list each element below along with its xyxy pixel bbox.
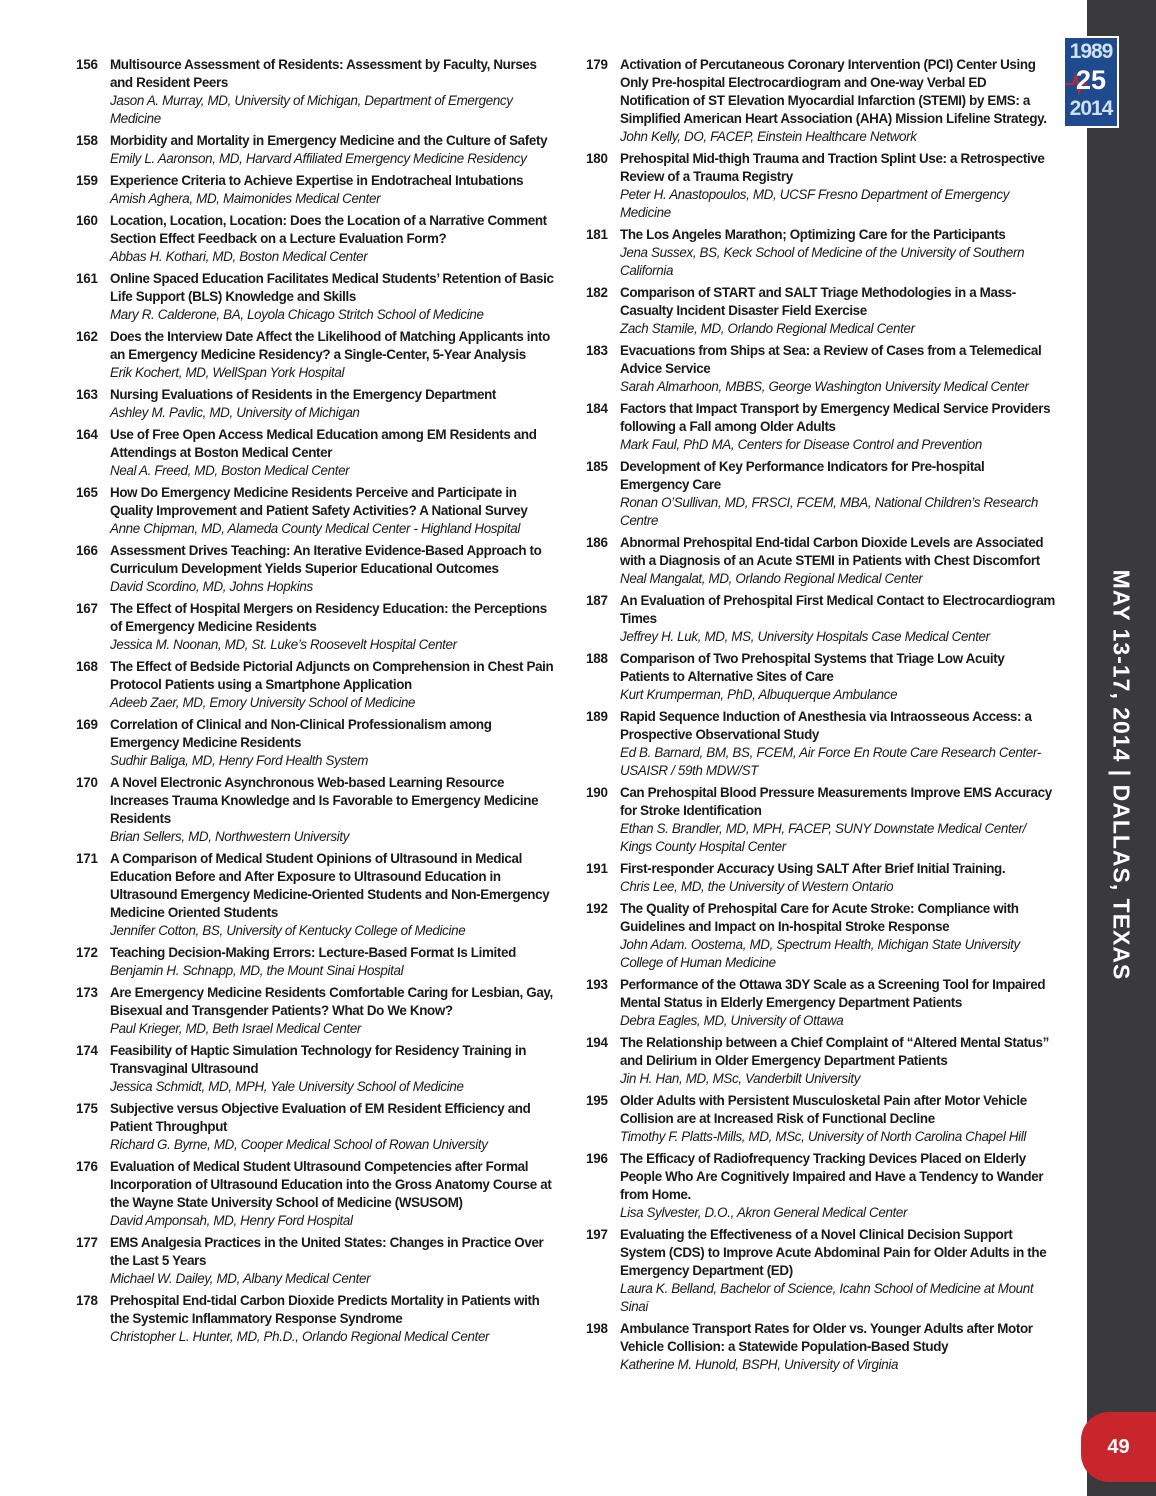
abstract-author: Neal Mangalat, MD, Orlando Regional Medical Center	[620, 571, 923, 586]
abstract-number: 159	[76, 173, 98, 188]
abstract-number: 191	[586, 861, 608, 876]
abstract-entry	[586, 860, 1056, 896]
abstract-number: 183	[586, 343, 608, 358]
abstract-author: Jeffrey H. Luk, MD, MS, University Hospitals Case Medical Center	[620, 629, 990, 644]
logo-year-start: 1989	[1069, 40, 1113, 63]
abstract-author: John Adam. Oostema, MD, Spectrum Health, Michigan State University College of Human Medicine	[620, 937, 1020, 970]
abstract-title: Location, Location, Location: Does the Location of a Narrative Comment Section Effect Feedback on a Lecture Evaluation Form?	[110, 213, 547, 246]
abstract-title: Prehospital Mid-thigh Trauma and Traction Splint Use: a Retrospective Review of a Trauma Registry	[620, 151, 1045, 184]
abstract-author: Chris Lee, MD, the University of Western Ontario	[620, 879, 894, 894]
abstract-number: 189	[586, 709, 608, 724]
abstract-number: 194	[586, 1035, 608, 1050]
abstract-author: Sudhir Baliga, MD, Henry Ford Health System	[110, 753, 369, 768]
abstract-number: 168	[76, 659, 98, 674]
abstract-entry	[586, 342, 1056, 396]
left-column	[76, 56, 556, 1350]
abstract-entry	[76, 386, 556, 422]
abstract-entry	[76, 56, 556, 128]
abstract-author: Emily L. Aaronson, MD, Harvard Affiliated Emergency Medicine Residency	[110, 151, 527, 166]
abstract-number: 172	[76, 945, 98, 960]
abstract-title: The Los Angeles Marathon; Optimizing Care for the Participants	[620, 227, 1006, 242]
abstract-title: An Evaluation of Prehospital First Medical Contact to Electrocardiogram Times	[620, 593, 1055, 626]
abstract-entry	[586, 592, 1056, 646]
abstract-number: 193	[586, 977, 608, 992]
abstract-title: Ambulance Transport Rates for Older vs. Younger Adults after Motor Vehicle Collision: a Statewide Population-Based Study	[620, 1321, 1033, 1354]
abstract-author: Peter H. Anastopoulos, MD, UCSF Fresno Department of Emergency Medicine	[620, 187, 1010, 220]
abstract-number: 179	[586, 57, 608, 72]
abstract-entry	[76, 1292, 556, 1346]
abstract-author: Jena Sussex, BS, Keck School of Medicine of the University of Southern California	[620, 245, 1025, 278]
abstract-entry	[586, 708, 1056, 780]
abstract-entry	[586, 1034, 1056, 1088]
abstract-author: Debra Eagles, MD, University of Ottawa	[620, 1013, 844, 1028]
abstract-entry	[76, 944, 556, 980]
abstract-title: Teaching Decision-Making Errors: Lecture-Based Format Is Limited	[110, 945, 516, 960]
abstract-entry	[586, 784, 1056, 856]
abstract-author: Adeeb Zaer, MD, Emory University School of Medicine	[110, 695, 416, 710]
abstract-number: 176	[76, 1159, 98, 1174]
abstract-title: Assessment Drives Teaching: An Iterative Evidence-Based Approach to Curriculum Development Yields Superior Educational Outcomes	[110, 543, 542, 576]
abstract-author: David Scordino, MD, Johns Hopkins	[110, 579, 313, 594]
abstract-title: Performance of the Ottawa 3DY Scale as a Screening Tool for Impaired Mental Status in Elderly Emergency Department Patients	[620, 977, 1046, 1010]
abstract-author: Ashley M. Pavlic, MD, University of Michigan	[110, 405, 360, 420]
abstract-title: How Do Emergency Medicine Residents Perceive and Participate in Quality Improvement and Patient Safety Activities? A National Survey	[110, 485, 528, 518]
abstract-title: Online Spaced Education Facilitates Medical Students’ Retention of Basic Life Support (BLS) Knowledge and Skills	[110, 271, 554, 304]
abstract-number: 185	[586, 459, 608, 474]
abstract-title: Activation of Percutaneous Coronary Intervention (PCI) Center Using Only Pre-hospital Electrocardiogram and One-way Verbal ED Notification of ST Elevation Myocardial Infarction (STEMI) by EMS: a Simplified American Heart Association (AHA) Mission Lifeline Strategy.	[620, 57, 1047, 126]
abstract-entry	[586, 284, 1056, 338]
abstract-number: 170	[76, 775, 98, 790]
abstract-number: 186	[586, 535, 608, 550]
abstract-title: Abnormal Prehospital End-tidal Carbon Dioxide Levels are Associated with a Diagnosis of an Acute STEMI in Patients with Chest Discomfort	[620, 535, 1044, 568]
abstract-number: 174	[76, 1043, 98, 1058]
abstract-number: 166	[76, 543, 98, 558]
abstract-number: 180	[586, 151, 608, 166]
abstract-author: Amish Aghera, MD, Maimonides Medical Center	[110, 191, 381, 206]
abstract-number: 161	[76, 271, 98, 286]
abstract-author: Christopher L. Hunter, MD, Ph.D., Orlando Regional Medical Center	[110, 1329, 490, 1344]
abstract-title: The Relationship between a Chief Complaint of “Altered Mental Status” and Delirium in Older Emergency Department Patients	[620, 1035, 1049, 1068]
abstract-entry	[586, 458, 1056, 530]
abstract-entry	[76, 1234, 556, 1288]
abstract-entry	[76, 426, 556, 480]
abstract-title: A Novel Electronic Asynchronous Web-based Learning Resource Increases Trauma Knowledge and Is Favorable to Emergency Medicine Residents	[110, 775, 539, 826]
abstract-author: David Amponsah, MD, Henry Ford Hospital	[110, 1213, 353, 1228]
abstract-number: 178	[76, 1293, 98, 1308]
anniversary-logo	[1063, 36, 1119, 128]
abstract-author: Ronan O’Sullivan, MD, FRSCI, FCEM, MBA, National Children’s Research Centre	[620, 495, 1038, 528]
abstract-title: Can Prehospital Blood Pressure Measurements Improve EMS Accuracy for Stroke Identification	[620, 785, 1052, 818]
abstract-title: Evaluating the Effectiveness of a Novel Clinical Decision Support System (CDS) to Improve Acute Abdominal Pain for Older Adults in the Emergency Department (ED)	[620, 1227, 1047, 1278]
abstract-author: Sarah Almarhoon, MBBS, George Washington University Medical Center	[620, 379, 1029, 394]
abstract-title: Development of Key Performance Indicators for Pre-hospital Emergency Care	[620, 459, 985, 492]
abstract-title: Use of Free Open Access Medical Education among EM Residents and Attendings at Boston Medical Center	[110, 427, 537, 460]
abstract-title: The Efficacy of Radiofrequency Tracking Devices Placed on Elderly People Who Are Cognitively Impaired and Have a Tendency to Wander from Home.	[620, 1151, 1044, 1202]
abstract-entry	[76, 984, 556, 1038]
abstract-number: 182	[586, 285, 608, 300]
abstract-title: Experience Criteria to Achieve Expertise in Endotracheal Intubations	[110, 173, 524, 188]
abstract-entry	[76, 132, 556, 168]
abstract-entry	[76, 658, 556, 712]
abstract-title: Comparison of Two Prehospital Systems that Triage Low Acuity Patients to Alternative Sites of Care	[620, 651, 1005, 684]
abstract-author: Neal A. Freed, MD, Boston Medical Center	[110, 463, 350, 478]
abstract-number: 162	[76, 329, 98, 344]
abstract-number: 164	[76, 427, 98, 442]
abstract-entry	[586, 1150, 1056, 1222]
abstract-number: 192	[586, 901, 608, 916]
abstract-entry	[586, 400, 1056, 454]
abstract-number: 173	[76, 985, 98, 1000]
abstract-author: Anne Chipman, MD, Alameda County Medical Center - Highland Hospital	[110, 521, 520, 536]
abstract-entry	[76, 484, 556, 538]
abstract-entry	[76, 542, 556, 596]
abstract-author: Jin H. Han, MD, MSc, Vanderbilt University	[620, 1071, 861, 1086]
abstract-entry	[76, 716, 556, 770]
abstract-title: Subjective versus Objective Evaluation of EM Resident Efficiency and Patient Throughput	[110, 1101, 531, 1134]
abstract-author: Jessica M. Noonan, MD, St. Luke’s Roosevelt Hospital Center	[110, 637, 457, 652]
abstract-author: Laura K. Belland, Bachelor of Science, Icahn School of Medicine at Mount Sinai	[620, 1281, 1034, 1314]
abstract-number: 175	[76, 1101, 98, 1116]
logo-year-end: 2014	[1069, 97, 1113, 120]
abstract-author: Jason A. Murray, MD, University of Michigan, Department of Emergency Medicine	[110, 93, 513, 126]
abstract-number: 195	[586, 1093, 608, 1108]
abstract-entry	[586, 56, 1056, 146]
abstract-number: 169	[76, 717, 98, 732]
abstract-entry	[76, 850, 556, 940]
abstract-entry	[586, 150, 1056, 222]
abstract-entry	[76, 212, 556, 266]
abstract-entry	[76, 1042, 556, 1096]
abstract-title: Does the Interview Date Affect the Likelihood of Matching Applicants into an Emergency Medicine Residency? a Single-Center, 5-Year Analysis	[110, 329, 550, 362]
abstract-author: Ethan S. Brandler, MD, MPH, FACEP, SUNY Downstate Medical Center/ Kings County Hospital Center	[620, 821, 1026, 854]
abstract-entry	[586, 1226, 1056, 1316]
abstract-author: Zach Stamile, MD, Orlando Regional Medical Center	[620, 321, 915, 336]
abstract-title: Nursing Evaluations of Residents in the Emergency Department	[110, 387, 497, 402]
abstract-title: EMS Analgesia Practices in the United States: Changes in Practice Over the Last 5 Years	[110, 1235, 544, 1268]
abstract-title: Older Adults with Persistent Musculosketal Pain after Motor Vehicle Collision are at Increased Risk of Functional Decline	[620, 1093, 1027, 1126]
abstract-title: Factors that Impact Transport by Emergency Medical Service Providers following a Fall among Older Adults	[620, 401, 1051, 434]
abstract-author: Katherine M. Hunold, BSPH, University of Virginia	[620, 1357, 899, 1372]
abstract-number: 160	[76, 213, 98, 228]
abstract-number: 158	[76, 133, 98, 148]
abstract-author: Erik Kochert, MD, WellSpan York Hospital	[110, 365, 345, 380]
abstract-entry	[76, 1100, 556, 1154]
abstract-title: The Effect of Hospital Mergers on Residency Education: the Perceptions of Emergency Medicine Residents	[110, 601, 547, 634]
abstract-number: 196	[586, 1151, 608, 1166]
abstract-entry	[586, 534, 1056, 588]
abstract-number: 188	[586, 651, 608, 666]
abstract-author: Ed B. Barnard, BM, BS, FCEM, Air Force En Route Care Research Center-USAISR / 59th MDW/ST	[620, 745, 1041, 778]
abstract-number: 163	[76, 387, 98, 402]
abstract-entry	[586, 900, 1056, 972]
abstract-number: 167	[76, 601, 98, 616]
page-number-tab	[1081, 1412, 1156, 1482]
abstract-title: Morbidity and Mortality in Emergency Medicine and the Culture of Safety	[110, 133, 548, 148]
abstract-number: 197	[586, 1227, 608, 1242]
abstract-entry	[586, 650, 1056, 704]
abstract-title: Evacuations from Ships at Sea: a Review of Cases from a Telemedical Advice Service	[620, 343, 1042, 376]
abstract-author: Richard G. Byrne, MD, Cooper Medical School of Rowan University	[110, 1137, 488, 1152]
abstract-author: Brian Sellers, MD, Northwestern University	[110, 829, 350, 844]
abstract-title: The Quality of Prehospital Care for Acute Stroke: Compliance with Guidelines and Impact on In-hospital Stroke Response	[620, 901, 1019, 934]
vertical-text: MAY 13-17, 2014 | DALLAS, TEXAS	[1108, 569, 1135, 981]
abstract-author: Jessica Schmidt, MD, MPH, Yale University School of Medicine	[110, 1079, 464, 1094]
abstract-entry	[586, 1092, 1056, 1146]
abstract-title: Multisource Assessment of Residents: Assessment by Faculty, Nurses and Resident Peers	[110, 57, 537, 90]
abstract-number: 198	[586, 1321, 608, 1336]
abstract-author: Mark Faul, PhD MA, Centers for Disease Control and Prevention	[620, 437, 982, 452]
abstract-author: John Kelly, DO, FACEP, Einstein Healthcare Network	[620, 129, 917, 144]
abstract-title: Are Emergency Medicine Residents Comfortable Caring for Lesbian, Gay, Bisexual and Transgender Patients? What Do We Know?	[110, 985, 553, 1018]
abstract-number: 181	[586, 227, 608, 242]
abstract-number: 187	[586, 593, 608, 608]
abstract-title: A Comparison of Medical Student Opinions of Ultrasound in Medical Education Before and After Exposure to Ultrasound Education in Ultrasound Emergency Medicine-Oriented Students and Non-Emergency Medicine Oriented Students	[110, 851, 550, 920]
abstract-author: Kurt Krumperman, PhD, Albuquerque Ambulance	[620, 687, 898, 702]
abstract-entry	[76, 328, 556, 382]
abstract-entry	[586, 226, 1056, 280]
page-number: 49	[1107, 1435, 1130, 1458]
abstract-author: Mary R. Calderone, BA, Loyola Chicago Stritch School of Medicine	[110, 307, 484, 322]
abstract-title: Feasibility of Haptic Simulation Technology for Residency Training in Transvaginal Ultrasound	[110, 1043, 527, 1076]
abstract-author: Lisa Sylvester, D.O., Akron General Medical Center	[620, 1205, 908, 1220]
abstract-entry	[76, 270, 556, 324]
logo-anniversary: 25	[1075, 65, 1107, 95]
abstract-author: Abbas H. Kothari, MD, Boston Medical Center	[110, 249, 368, 264]
abstract-author: Benjamin H. Schnapp, MD, the Mount Sinai Hospital	[110, 963, 404, 978]
abstract-author: Timothy F. Platts-Mills, MD, MSc, University of North Carolina Chapel Hill	[620, 1129, 1027, 1144]
abstract-entry	[76, 600, 556, 654]
abstract-number: 156	[76, 57, 98, 72]
right-column	[586, 56, 1056, 1378]
abstract-number: 190	[586, 785, 608, 800]
abstract-entry	[76, 172, 556, 208]
abstract-number: 177	[76, 1235, 98, 1250]
abstract-title: The Effect of Bedside Pictorial Adjuncts on Comprehension in Chest Pain Protocol Patients using a Smartphone Application	[110, 659, 554, 692]
abstract-entry	[76, 774, 556, 846]
abstract-title: Prehospital End-tidal Carbon Dioxide Predicts Mortality in Patients with the Systemic Inflammatory Response Syndrome	[110, 1293, 540, 1326]
abstract-number: 184	[586, 401, 608, 416]
abstract-author: Jennifer Cotton, BS, University of Kentucky College of Medicine	[110, 923, 466, 938]
abstract-entry	[586, 976, 1056, 1030]
abstract-author: Michael W. Dailey, MD, Albany Medical Center	[110, 1271, 371, 1286]
abstract-title: Correlation of Clinical and Non-Clinical Professionalism among Emergency Medicine Residents	[110, 717, 492, 750]
abstract-number: 165	[76, 485, 98, 500]
abstract-number: 171	[76, 851, 98, 866]
abstract-entry	[586, 1320, 1056, 1374]
abstract-title: Comparison of START and SALT Triage Methodologies in a Mass-Casualty Incident Disaster Field Exercise	[620, 285, 1016, 318]
abstract-author: Paul Krieger, MD, Beth Israel Medical Center	[110, 1021, 362, 1036]
abstract-title: Rapid Sequence Induction of Anesthesia via Intraosseous Access: a Prospective Observational Study	[620, 709, 1032, 742]
abstract-entry	[76, 1158, 556, 1230]
abstract-title: Evaluation of Medical Student Ultrasound Competencies after Formal Incorporation of Ultrasound Education into the Gross Anatomy Course at the Wayne State University School of Medicine (WSUSOM)	[110, 1159, 552, 1210]
abstract-title: First-responder Accuracy Using SALT After Brief Initial Training.	[620, 861, 1006, 876]
